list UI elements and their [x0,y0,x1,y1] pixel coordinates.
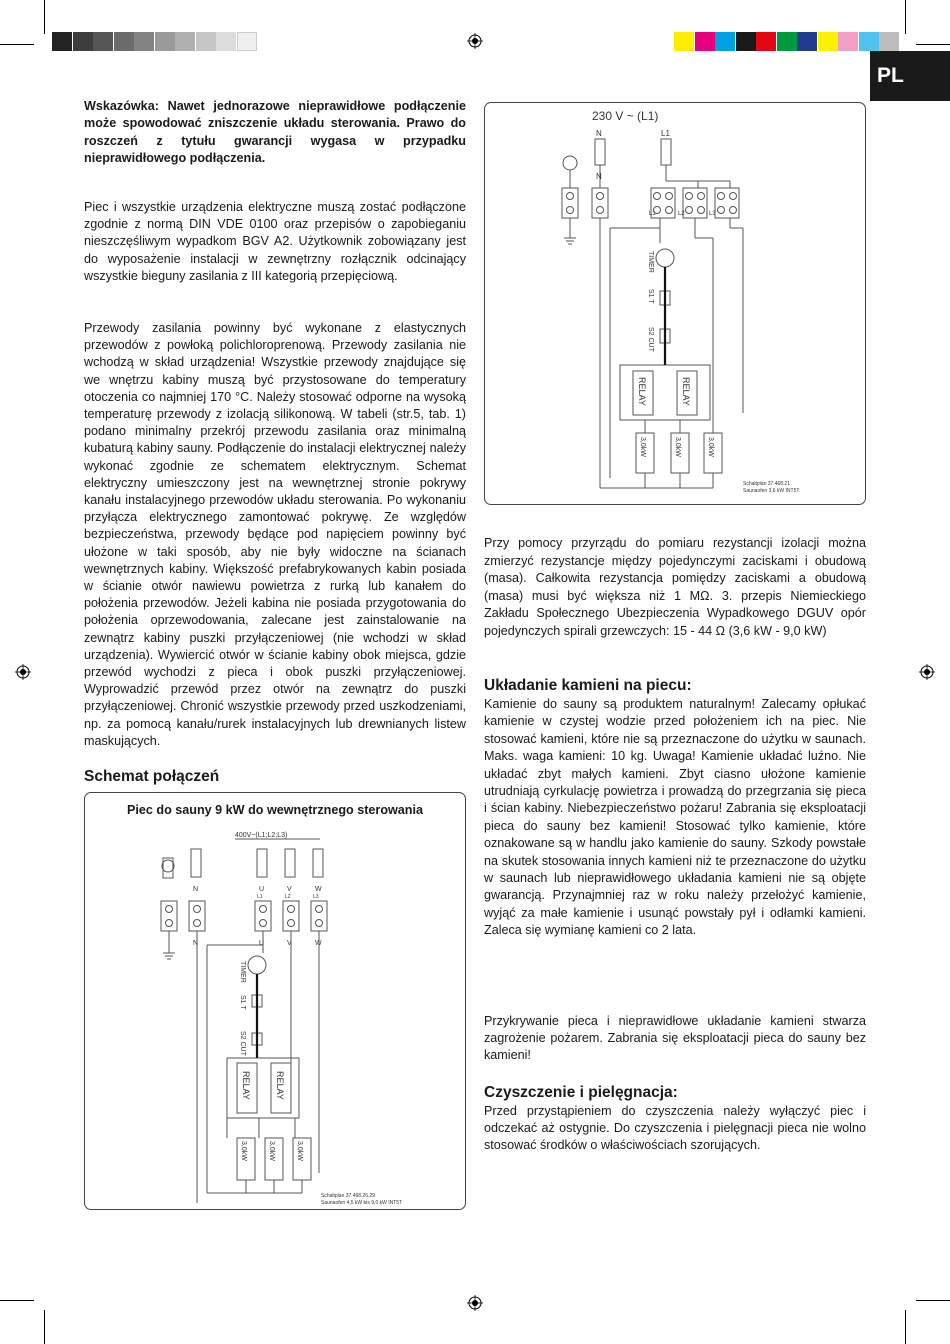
relay-1-label: RELAY [241,1071,251,1100]
gray-swatch [155,32,175,51]
paragraph-fire-warning: Przykrywanie pieca i nieprawidłowe układanie kamieni stwarza zagrożenie pożarem. Zabrania się eksploatacji pieca do sauny bez kamieni! [484,1014,866,1063]
schematic-note-line2: Saunaofen 3,6 kW INT5T [743,488,800,494]
wiring-diagram-box-9kw [84,792,466,1210]
gray-swatch [134,32,154,51]
terminal-mark-l3: L3 [313,894,319,900]
paragraph-stones: Kamienie do sauny są produktem naturalnym! Zalecamy opłukać kamienie w czystej wodzie przed położeniem ich na piec. Nie stosować kamieni, które nie są przeznaczone do użytku w saunach. Maks. waga kamieni: 10 kg. Uwaga! Kamienie układać luźno. Nie układać zbyt małych kamieni. Zbyt ciasno ułożone kamienie utrudniają cyrkulację powietrza i prowadzą do przegrzania się pieca i ścian kabiny. Niebezpieczeństwo pożaru! Zabrania się eksploatacji pieca do sauny bez kamieni! Stosować tylko kamienie, które oznakowane są w handlu jako kamienie do sauny. Szkody powstałe na skutek stosowania innych kamieni niż te przeznaczone do użytku w saunach lub nieprawidłowego układania kamieni nie są objęte gwarancją. Przynajmniej raz w roku należy przełożyć kamienie, wyjąć za małe kamienie i usunąć powstały pył i odłamki kamieni. Zaleca się wymianę kamieni co 2 lata. [484,697,866,938]
timer-label: TIMER [239,961,246,983]
section-heading-cleaning: Czyszczenie i pielęgnacja: [484,1084,678,1101]
wiring-schematic-3kw [485,103,867,506]
timer-label: TIMER [647,251,654,273]
color-swatch [777,32,797,51]
color-swatch [879,32,899,51]
gray-swatch [114,32,134,51]
color-swatch [715,32,735,51]
terminal-top-u: U [259,886,265,893]
heater-2-label: 3,0kW [268,1141,275,1161]
terminal-top-v: V [287,886,292,893]
heater-1-label: 3,0kW [639,437,646,457]
registration-mark-icon [919,664,935,680]
s2-label: S2 CUT [239,1031,246,1056]
wiring-schematic-9kw [85,793,467,1211]
paragraph-cables: Przewody zasilania powinny być wykonane z elastycznych przewodów z powłoką polichloroprenową. Przewody zasilania nie wchodzą w skład urządzenia! Wszystkie przewody znajdujące się we wnętrzu kabiny muszą być przystosowane do temperatury otoczenia co najmniej 170 °C. Należy stosować odporne na wysoką temperaturę przewody z izolacją silikonową. W tabeli (str.5, tab. 1) podano minimalny przekrój przewodu zasilania oraz minimalną kubaturą kabiny sauny. Podłączenie do instalacji elektrycznej należy wykonać zgodnie ze schematem elektrycznym. Schemat elektryczny umieszczony jest na wewnętrznej stronie pokrywy kanału instalacyjnego przewodów układu sterowania. Po wykonaniu przyłącza elektrycznego zamontować pokrywę. Ze względów bezpieczeństwa, przewody będące pod napięciem powinny być ułożone w taki sposób, aby nie były widoczne na ścianach wewnętrznych kabiny. Większość prefabrykowanych kabin posiada w ścianie otwór nawiewu powietrza z rurką lub kanałem do położenia przewodów. Jeżeli kabina nie posiada przygotowania do położenia oprzewodowania, zalecane jest zainstalowanie na zewnątrz kabiny puszki przyłączeniowej (nie wchodzi w skład urządzenia). Wywiercić otwór w ścianie kabiny obok miejsca, gdzie przewód wychodzi z pieca i obok puszki przyłączeniowej. Wyprowadzić przewód przez otwór na zewnątrz do puszki przyłączeniowej. Chronić wszystkie przewody przed uszkodzeniami, np. za pomocą kanału/rurek instalacyjnych lub drewnianych listew maskujących. [84,321,466,748]
paragraph-cleaning: Przed przystąpieniem do czyszczenia należy wyłączyć piec i odczekać aż ostygnie. Do czyszczenia i pielęgnacji pieca nie wolno stosować środków o właściwościach szorujących. [484,1104,866,1153]
section-heading-stones: Układanie kamieni na piecu: [484,677,692,694]
terminal-bottom-v: V [287,940,292,947]
supply-label: 230 V ~ (L1) [592,109,659,123]
color-swatch [695,32,715,51]
terminal-top-l1: L1 [661,129,670,138]
gray-swatch [93,32,113,51]
warning-note: Wskazówka: Nawet jednorazowe nieprawidłowe podłączenie może spowodować zniszczenie układu sterowania. Prawo do roszczeń z tytułu gwarancji wygasa w przypadku nieprawidłowego podłączenia. [84,99,466,166]
terminal-mark-l1: L1 [257,894,263,900]
gray-swatch [216,32,236,51]
terminal-top-w: W [315,886,322,893]
terminal-top-n: N [596,129,602,138]
gray-swatch [196,32,216,51]
heater-1-label: 3,0kW [240,1141,247,1161]
paragraph-insulation: Przy pomocy przyrządu do pomiaru rezystancji izolacji można zmierzyć rezystancje między pojedynczymi zaciskami i obudową (masa). Całkowita rezystancja pomiędzy zaciskami a obudową (masa) musi być większa niż 1 MΩ. 3. przepis Niemieckiego Zakładu Społecznego Ubezpieczenia Wypadkowego DGUV opór pojedynczych spirali grzewczych: 15 - 44 Ω (3,6 kW - 9,0 kW) [484,536,866,638]
color-swatch [838,32,858,51]
registration-mark-icon [467,1295,483,1311]
gray-swatch [73,32,93,51]
relay-2-label: RELAY [275,1071,285,1100]
terminal-bottom-u: U [259,940,265,947]
wiring-diagram-box-3kw [484,102,866,505]
color-swatch [756,32,776,51]
terminal-top-n: N [193,886,199,893]
s1-label: S1 T [647,289,654,304]
color-swatch [797,32,817,51]
s1-label: S1 T [239,995,246,1010]
heater-2-label: 3,0kW [674,437,681,457]
color-swatch [859,32,879,51]
heater-3-label: 3,0kW [296,1141,303,1161]
schematic-note-line1: Schaltplan 37.468.26.29 [321,1193,375,1199]
supply-label: 400V~(L1;L2;L3) [235,832,288,839]
terminal-bottom-w: W [315,940,322,947]
terminal-label-n: N [596,172,602,181]
terminal-label-l2: L2 [678,211,685,217]
s2-label: S2 CUT [647,327,654,352]
color-swatch [674,32,694,51]
section-heading-wiring: Schemat połączeń [84,768,220,785]
color-swatch [818,32,838,51]
terminal-label-l3: L3 [709,211,716,217]
schematic-note-line1: Schaltplan 37.468.21 [743,481,790,487]
gray-swatch [237,32,257,51]
terminal-bottom-n: N [193,940,199,947]
heater-3-label: 3,0kW [707,437,714,457]
terminal-label-l1: L1 [649,211,656,217]
gray-swatch [175,32,195,51]
registration-mark-icon [15,664,31,680]
color-swatch [736,32,756,51]
relay-2-label: RELAY [681,377,691,406]
terminal-mark-l2: L2 [285,894,291,900]
language-tab: PL [870,51,950,101]
diagram-title: Piec do sauny 9 kW do wewnętrznego sterowania [126,803,424,817]
registration-mark-icon [467,33,483,49]
relay-1-label: RELAY [637,377,647,406]
schematic-note-line2: Saunaofen 4,5 kW bis 9,0 kW INT5T [321,1200,403,1206]
gray-swatch [52,32,72,51]
paragraph-standards: Piec i wszystkie urządzenia elektryczne muszą zostać podłączone zgodnie z normą DIN VDE 0100 oraz przepisów o zapobieganiu nieszczęśliwym wypadkom BGV A2. Użytkownik zobowiązany jest do wyposażenie instalacji w zewnętrzny rozłącznik odcinający wszystkie bieguny zasilania z III kategorią przepięciową. [84,200,466,283]
